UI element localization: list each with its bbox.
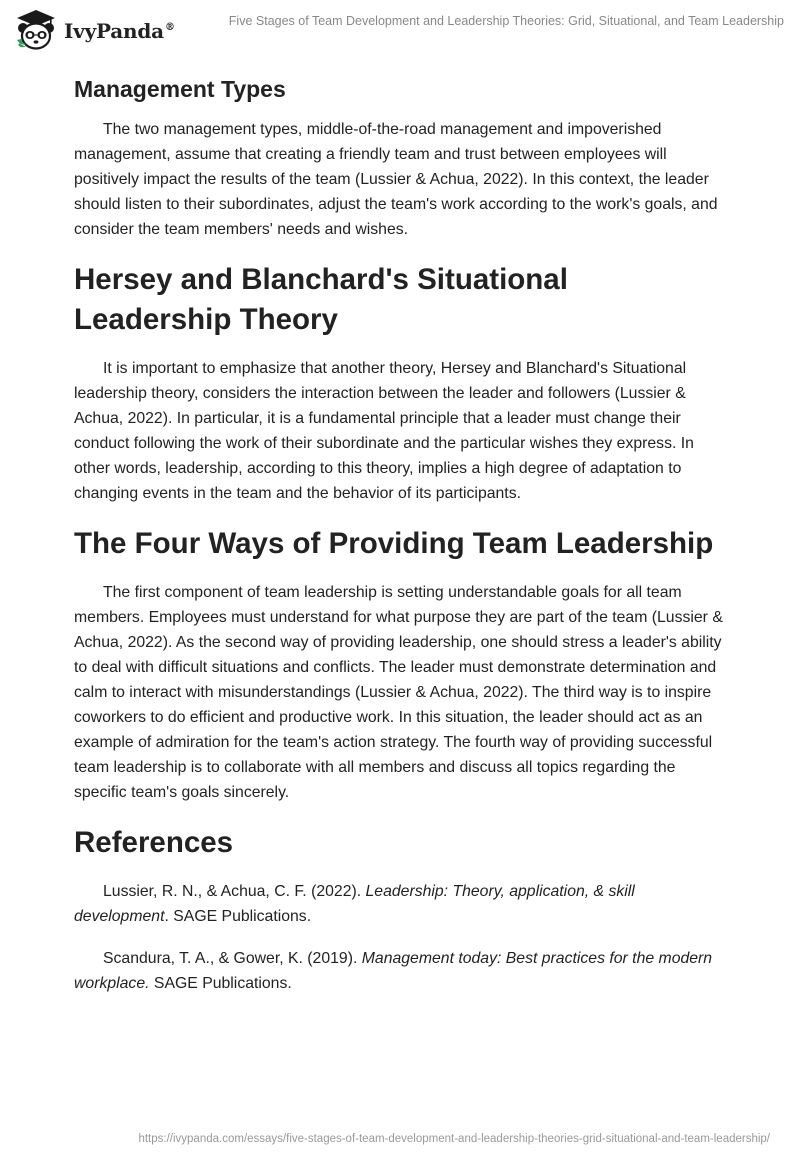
paragraph: The first component of team leadership is setting understandable goals for all team members. Employees must understand for what purpose they are part of the team (Lussier & Achua, 2022). As the second way of providing leadership, one should stress a leader's ability to deal with difficult situations and conflicts. The leader must demonstrate determination and calm to interact with misunderstandings (Lussier & Achua, 2022). The third way is to inspire coworkers to do efficient and productive work. In this situation, the leader should act as an example of admiration for the team's action strategy. The fourth way of providing successful team leadership is to collaborate with all members and discuss all topics regarding the specific team's goals sincerely.: [74, 584, 723, 801]
paragraph: The two management types, middle-of-the-road management and impoverished management, assume that creating a friendly team and trust between employees will positively impact the results of the team (Lussier & Achua, 2022). In this context, the leader should listen to their subordinates, adjust the team's work according to the work's goals, and consider the team members' needs and wishes.: [74, 121, 718, 238]
section-heading: The Four Ways of Providing Team Leadership: [74, 527, 714, 560]
reference-entry: Scandura, T. A., & Gower, K. (2019). Management today: Best practices for the modern workplace. SAGE Publications.: [74, 950, 713, 992]
essay-body: [74, 70, 726, 1013]
paragraph: It is important to emphasize that another theory, Hersey and Blanchard's Situational leadership theory, considers the interaction between the leader and followers (Lussier & Achua, 2022). In particular, it is a fundamental principle that a leader must change their conduct following the work of their subordinate and the particular wishes they express. In other words, leadership, according to this theory, implies a high degree of adaptation to changing events in the team and the behavior of its participants.: [74, 360, 694, 502]
page-header: [0, 0, 800, 60]
source-url[interactable]: https://ivypanda.com/essays/five-stages-of-team-development-and-leadership-theories-grid-situational-and-team-leadership/: [138, 1133, 770, 1145]
document-title: Five Stages of Team Development and Leadership Theories: Grid, Situational, and Team Leadership: [228, 14, 784, 28]
panda-graduate-icon: [14, 8, 58, 52]
references-heading: References: [74, 826, 234, 859]
reference-entry: Lussier, R. N., & Achua, C. F. (2022). Leadership: Theory, application, & skill development. SAGE Publications.: [74, 883, 635, 925]
section-heading: Hersey and Blanchard's Situational Leadership Theory: [74, 263, 568, 336]
brand-name: IvyPanda®: [64, 19, 175, 43]
section-heading: Management Types: [74, 76, 286, 102]
ivypanda-logo[interactable]: [14, 8, 175, 52]
